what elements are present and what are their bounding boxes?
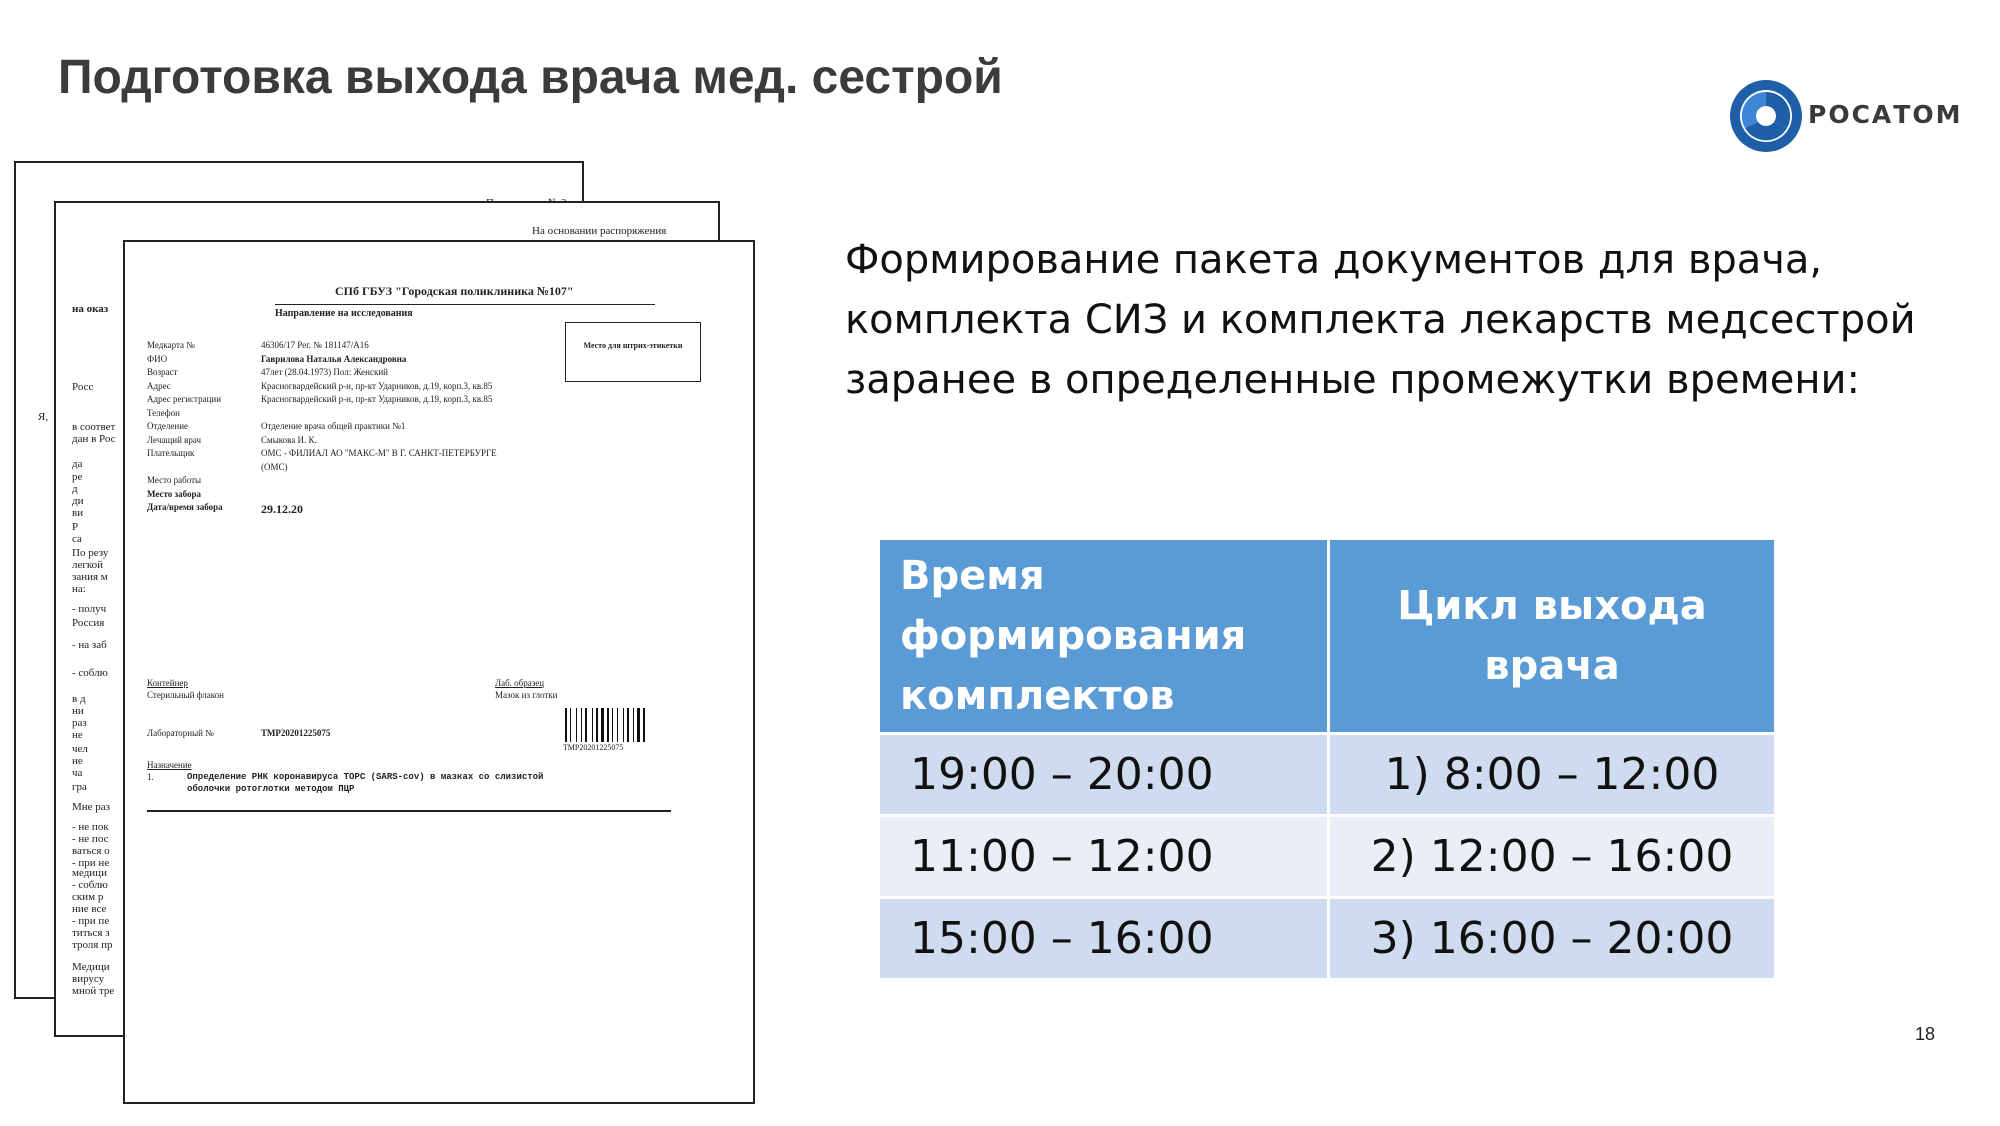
doc-middle-fragment: в д: [72, 693, 86, 705]
doc-sample-value: Мазок из глотки: [495, 690, 558, 700]
doc-field-label: Место забора: [147, 488, 202, 499]
table-row: [879, 898, 1776, 980]
doc-purpose-num: 1.: [147, 772, 154, 782]
doc-middle-fragment: ским р: [72, 891, 104, 903]
kit-time-cell: 11:00 – 12:00: [879, 816, 1329, 898]
doc-field-label: Плательщик: [147, 448, 195, 458]
doc-middle-fragment: ре: [72, 471, 83, 483]
doc-middle-fragment: медици: [72, 867, 107, 879]
doc-middle-fragment: на оказ: [72, 303, 109, 315]
table-row: [879, 734, 1776, 816]
doc-middle-fragment: мной тре: [72, 985, 115, 997]
doc-field-value: Красногвардейский р-н, пр-кт Ударников, д.19, корп.3, кв.85: [261, 394, 493, 404]
doc-field-value: (ОМС): [261, 461, 288, 472]
doc-direction: Направление на исследования: [275, 308, 413, 319]
doc-middle-fragment: - на заб: [72, 639, 107, 651]
doc-purpose-line2: оболочки ротоглотки методом ПЦР: [187, 784, 355, 794]
doc-middle-fragment: в соответ: [72, 421, 116, 433]
header-kit-time: Время формирования комплектов: [879, 539, 1329, 734]
doc-label-box: Место для штрих-этикетки: [565, 322, 701, 382]
doc-middle-fragment: не: [72, 755, 83, 767]
doc-field-label: ФИО: [147, 353, 168, 364]
doc-lab-label: Лабораторный №: [147, 728, 214, 738]
doc-field-value: Гаврилова Наталья Александровна: [261, 353, 407, 364]
doc-middle-fragment: - получ: [72, 603, 107, 615]
doc-middle-fragment: ча: [72, 767, 83, 779]
doc-field-label: Медкарта №: [147, 340, 195, 350]
doc-field-value: 29.12.20: [261, 502, 303, 516]
doc-field-label: Адрес регистрации: [147, 394, 222, 404]
doc-middle-fragment: на:: [72, 583, 86, 595]
cycle-cell: 1) 8:00 – 12:00: [1329, 734, 1776, 816]
doc-middle-fragment: д: [72, 483, 78, 495]
doc-field-label: Отделение: [147, 421, 189, 431]
doc-middle-fragment: - соблю: [72, 667, 108, 679]
table-header-row: [879, 539, 1776, 734]
doc-middle-fragment: - при не: [72, 857, 110, 869]
doc-middle-fragment: троля пр: [72, 939, 113, 951]
page-number: 18: [1915, 1024, 1936, 1044]
doc-field-label: Дата/время забора: [147, 502, 223, 512]
doc-field-value: ОМС - ФИЛИАЛ АО "МАКС-М" В Г. САНКТ-ПЕТЕРБУРГЕ: [261, 448, 497, 458]
doc-middle-fragment: титься з: [72, 927, 110, 939]
doc-field-label: Телефон: [147, 407, 180, 418]
doc-field-value: 46306/17 Рег. № 181147/А16: [261, 340, 369, 350]
slide-description: Формирование пакета документов для врача, комплекта СИЗ и комплекта лекарств медсестрой заранее в определенные промежутки времени:: [845, 237, 1916, 403]
doc-lab-value: ТМР20201225075: [261, 728, 331, 738]
doc-middle-fragment: легкой: [72, 559, 104, 571]
doc-middle-fragment: Мне раз: [72, 801, 111, 813]
doc-field-label: Лечащий врач: [147, 434, 202, 445]
kit-time-cell: 15:00 – 16:00: [879, 898, 1329, 980]
logo-wordmark: РОСАТОМ: [1808, 100, 1963, 129]
doc-purpose-label: Назначение: [147, 760, 192, 770]
doc-container-label: Контейнер: [147, 678, 188, 688]
doc-field-value: 47лет (28.04.1973) Пол: Женский: [261, 367, 388, 377]
doc-middle-fragment: не: [72, 729, 83, 741]
doc-middle-fragment: - соблю: [72, 879, 108, 891]
doc-middle-fragment: По резу: [72, 547, 109, 559]
doc-middle-header: На основании распоряжения: [532, 225, 667, 237]
doc-container-value: Стерильный флакон: [147, 690, 224, 700]
table-row: [879, 816, 1776, 898]
doc-middle-fragment: - не пок: [72, 821, 109, 833]
doc-field-label: Возраст: [147, 367, 178, 377]
doc-field-value: Отделение врача общей практики №1: [261, 421, 406, 431]
doc-clinic: СПб ГБУЗ "Городская поликлиника №107": [335, 284, 574, 298]
doc-middle-fragment: ви: [72, 507, 84, 519]
doc-middle-fragment: гра: [72, 781, 87, 793]
doc-middle-fragment: Р: [72, 521, 79, 533]
doc-middle-fragment: са: [72, 533, 82, 545]
doc-purpose-line1: Определение РНК коронавируса ТОРС (SARS-cov) в мазках со слизистой: [187, 772, 544, 782]
doc-middle-fragment: ваться о: [72, 845, 110, 857]
kit-time-cell: 19:00 – 20:00: [879, 734, 1329, 816]
schedule-table: [877, 537, 1777, 981]
doc-middle-fragment: вирусу: [72, 973, 105, 985]
doc-middle-fragment: чел: [72, 743, 88, 755]
doc-field-value: Смыкова И. К.: [261, 434, 317, 445]
header-doctor-cycle: Цикл выхода врача: [1329, 539, 1776, 734]
doc-barcode-text: ТМР20201225075: [563, 743, 624, 752]
doc-middle-fragment: ди: [72, 495, 84, 507]
doc-middle-fragment: - при пе: [72, 915, 110, 927]
cycle-cell: 2) 12:00 – 16:00: [1329, 816, 1776, 898]
doc-middle-fragment: - не пос: [72, 833, 109, 845]
doc-middle-fragment: Росс: [72, 381, 94, 393]
doc-middle-fragment: да: [72, 458, 83, 470]
doc-middle-fragment: раз: [72, 717, 87, 729]
cycle-cell: 3) 16:00 – 20:00: [1329, 898, 1776, 980]
slide-title: Подготовка выхода врача мед. сестрой: [58, 51, 1003, 104]
doc-middle-fragment: ни: [72, 705, 84, 717]
doc-middle-fragment: ние все: [72, 903, 107, 915]
doc-field-label: Место работы: [147, 475, 202, 485]
doc-field-value: Красногвардейский р-н, пр-кт Ударников, д.19, корп.3, кв.85: [261, 380, 493, 391]
doc-field-label: Адрес: [147, 380, 171, 391]
document-front: [123, 240, 755, 1104]
doc-sample-label: Лаб. образец: [495, 678, 545, 688]
doc-middle-fragment: дан в Рос: [72, 433, 116, 445]
doc-middle-fragment: Россия: [72, 617, 105, 629]
doc-middle-fragment: зания м: [72, 571, 108, 583]
doc-middle-fragment: Медици: [72, 961, 110, 973]
barcode-icon: [563, 708, 663, 742]
doc-back-fragment: Я,: [38, 411, 49, 423]
